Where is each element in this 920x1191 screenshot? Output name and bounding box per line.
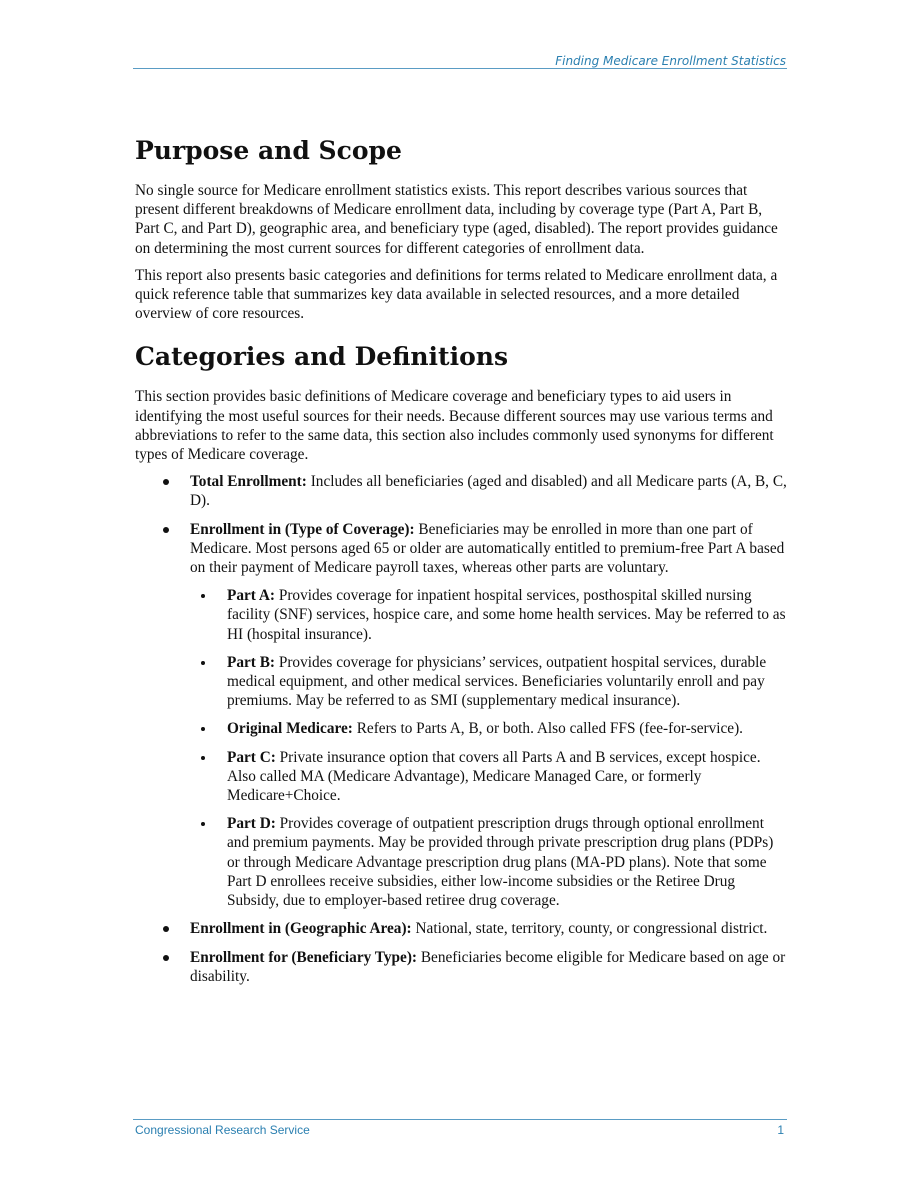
definition-term: Part B: bbox=[227, 653, 275, 671]
sub-list-item bbox=[190, 719, 787, 738]
definitions-list bbox=[135, 472, 787, 986]
list-item bbox=[135, 520, 787, 911]
definition-text: Provides coverage for physicians’ services, outpatient hospital services, durable medical equipment, and other medical services. Beneficiaries voluntarily enroll and pay premiums. May be referred to as SMI (supplementary medical insurance). bbox=[227, 653, 767, 710]
paragraph: This report also presents basic categories and definitions for terms related to Medicare enrollment data, a quick reference table that summarizes key data available in selected resources, and a more detailed overview of core resources. bbox=[135, 266, 778, 323]
definition-term: Part C: bbox=[227, 748, 276, 766]
definition-term: Enrollment in (Geographic Area): bbox=[190, 920, 412, 938]
bullet-icon bbox=[163, 479, 169, 485]
sub-list-item bbox=[190, 814, 787, 910]
paragraph: No single source for Medicare enrollment statistics exists. This report describes various sources that present different breakdowns of Medicare enrollment data, including by coverage type (Part A, Part B, Part C, and Part D), geographic area, and beneficiary type (aged, disabled). The report provides guidance on determining the most current sources for different categories of enrollment data. bbox=[135, 182, 778, 257]
header-rule bbox=[133, 68, 787, 69]
definition-term: Part D: bbox=[227, 815, 276, 833]
definition-term: Part A: bbox=[227, 587, 275, 605]
paragraph: This section provides basic definitions of Medicare coverage and beneficiary types to aid users in identifying the most useful sources for their needs. Because different sources may use various terms and abbreviations to refer to the same data, this section also includes commonly used synonyms for different types of Medicare coverage. bbox=[135, 388, 774, 464]
bullet-icon bbox=[163, 527, 169, 533]
definition-text: Includes all beneficiaries (aged and disabled) and all Medicare parts (A, B, C, D). bbox=[190, 473, 787, 510]
page-number: 1 bbox=[777, 1123, 784, 1137]
definition-term: Enrollment for (Beneficiary Type): bbox=[190, 948, 418, 966]
list-item bbox=[135, 948, 787, 986]
definition-text: Private insurance option that covers all Parts A and B services, except hospice. Also called MA (Medicare Advantage), Medicare Managed Care, or formerly Medicare+Choice. bbox=[227, 748, 761, 805]
sub-list-item bbox=[190, 748, 787, 806]
definition-text: National, state, territory, county, or congressional district. bbox=[411, 920, 768, 938]
list-item bbox=[135, 472, 787, 510]
section-heading-categories: Categories and Definitions bbox=[135, 342, 509, 372]
definition-term: Total Enrollment: bbox=[190, 473, 307, 491]
definition-text: Provides coverage for inpatient hospital services, posthospital skilled nursing facility (SNF) services, hospice care, and some home health services. May be referred to as HI (hospital insurance). bbox=[227, 587, 786, 643]
bullet-icon bbox=[201, 822, 205, 826]
footer-rule bbox=[133, 1119, 787, 1120]
bullet-icon bbox=[163, 955, 169, 961]
sub-list-item bbox=[190, 653, 787, 711]
bullet-icon bbox=[163, 926, 169, 932]
definition-text: Beneficiaries may be enrolled in more than one part of Medicare. Most persons aged 65 or older are automatically entitled to premium-free Part A based on their payment of Medicare payroll taxes, whereas other parts are voluntary. bbox=[190, 520, 785, 577]
footer-publisher: Congressional Research Service bbox=[135, 1123, 310, 1137]
definition-term: Original Medicare: bbox=[227, 720, 353, 738]
definition-term: Enrollment in (Type of Coverage): bbox=[190, 520, 415, 538]
bullet-icon bbox=[201, 756, 205, 760]
list-item bbox=[135, 919, 787, 938]
section-heading-purpose: Purpose and Scope bbox=[135, 136, 402, 165]
bullet-icon bbox=[201, 727, 205, 731]
definition-text: Beneficiaries become eligible for Medicare based on age or disability. bbox=[190, 948, 786, 985]
definition-text: Refers to Parts A, B, or both. Also called FFS (fee-for-service). bbox=[352, 720, 743, 738]
coverage-sublist bbox=[190, 586, 787, 910]
running-header: Finding Medicare Enrollment Statistics bbox=[555, 54, 786, 68]
definition-text: Provides coverage of outpatient prescription drugs through optional enrollment and premium payments. May be provided through private prescription drug plans (PDPs) or through Medicare Advantage prescription drug plans (MA-PD plans). Note that some Part D enrollees receive subsidies, either low-income subsidies or the Retiree Drug Subsidy, due to employer-based retiree drug coverage. bbox=[227, 815, 774, 910]
page-content bbox=[135, 133, 787, 995]
bullet-icon bbox=[201, 594, 205, 598]
bullet-icon bbox=[201, 661, 205, 665]
sub-list-item bbox=[190, 586, 787, 644]
